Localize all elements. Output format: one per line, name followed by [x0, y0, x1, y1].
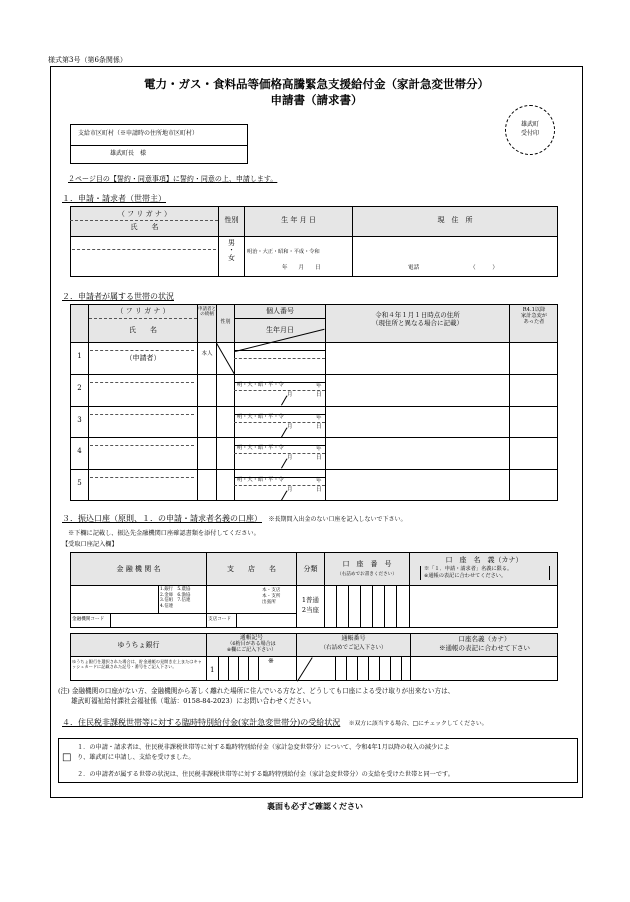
hh-name-label: 氏 名 [129, 326, 157, 334]
hh-era[interactable]: 明・大・昭・平・令 [237, 413, 284, 420]
account-digit-divider [384, 585, 385, 628]
hh-day: 日 [316, 455, 322, 462]
hh-month: 月 [287, 423, 293, 430]
account-digit-divider [360, 585, 361, 628]
type-label: 分類 [303, 565, 318, 573]
section3-note2: ※下欄に記載し、振込先金融機関口座確認書類を添付してください。 [68, 530, 260, 537]
hh-day: 日 [316, 423, 322, 430]
section1-heading: １．申請・請求者（世帯主） [62, 194, 166, 203]
bank-code-label: 金融機関コード [72, 617, 105, 622]
reception-stamp [505, 105, 555, 155]
name-label: 氏 名 [130, 223, 159, 231]
hh-row1-relation: 本人 [201, 351, 213, 357]
yucho-holder-label: 口座名義（カナ） [458, 635, 511, 643]
account-no-note: （右詰めでお書きください） [337, 572, 397, 577]
hh-year: 年 [316, 414, 322, 421]
hh-row-number: 3 [77, 415, 82, 424]
branch-types[interactable]: 本・支店 本・支所 出張所 [262, 588, 281, 605]
hh-address-label: 令和４年１月１日時点の住所 （現住所と異なる場合に記載） [372, 311, 463, 328]
furigana-label: （ フ リ ガ ナ ） [117, 210, 172, 218]
section4-heading-wrap [62, 718, 487, 728]
hh-row1-name: （申請者） [125, 354, 161, 362]
hh-era[interactable]: 明・大・昭・平・令 [237, 381, 284, 388]
hh-mynumber-label: 個人番号 [266, 307, 294, 315]
account-digit-divider [348, 585, 349, 628]
hh-month: 月 [287, 455, 293, 462]
branch-label: 支 店 名 [227, 565, 276, 573]
footer-note: 裏面も必ずご確認ください [267, 801, 363, 811]
hh-era[interactable]: 明・大・昭・平・令 [237, 445, 284, 452]
account-digit-divider [396, 585, 397, 628]
hh-month: 月 [287, 391, 293, 398]
kigo-asterisk: ※ [268, 657, 274, 665]
yucho-holder-note: ※通帳の表記に合わせて下さい [439, 644, 530, 652]
sex-label: 性別 [224, 216, 239, 224]
form-number: 様式第3号（第6条関係） [48, 56, 127, 64]
type-options[interactable]: 1普通 2当座 [301, 596, 320, 614]
section4-checkbox[interactable]: □ [62, 752, 72, 763]
yucho-label: ゆうちょ銀行 [117, 641, 160, 649]
hh-row-number: 4 [77, 447, 82, 456]
phone-paren: （ ） [470, 265, 498, 271]
footnote: (注) 金融機関の口座がない方、金融機関から著しく離れた場所に住んでいる方など、どうしても口座による受け取りが出来ない方は、 雄武町福祉給付課社会福祉係（電話：0158-84-2023）にお問い合わせください。 [58, 687, 455, 706]
yucho-note: ゆうちょ銀行を選択された場合は、貯金通帳の見開き左上またはキャッシュカードに記載された記号・番号をご記入下さい。 [72, 659, 202, 670]
kigo-prefix: 1 [210, 666, 215, 674]
holder-label: 口 座 名 義（カナ） [445, 556, 523, 564]
address-label: 現 住 所 [437, 216, 473, 224]
account-digit-divider [372, 585, 373, 628]
hh-year: 年 [316, 382, 322, 389]
hh-dob-label: 生年月日 [266, 326, 294, 334]
holder-note: ※「１．申請・請求者」名義に限る。 ※通帳の表記に合わせてください。 [420, 566, 550, 580]
dob-label: 生 年 月 日 [281, 216, 316, 224]
receive-label: 【受取口座記入欄】 [62, 541, 118, 548]
hh-r41-label: R4.1以降 家計急変が あった者 [521, 307, 547, 326]
phone-label: 電話 [408, 265, 420, 271]
stamp-line2: 受付印 [520, 130, 539, 137]
section4-heading: ４．住民税非課税世帯等に対する臨時特別給付金(家計急変世帯分)の受給状況 [62, 718, 341, 727]
hh-year: 年 [316, 446, 322, 453]
hh-furigana-label: （ フ リ ガ ナ ） [116, 307, 170, 315]
account-digit-divider [336, 585, 337, 628]
hh-row-number: 2 [77, 383, 82, 392]
section3-heading: ３．振込口座（原則、１．の申請・請求者名義の口座） [62, 514, 262, 523]
era-options[interactable]: 明治・大正・昭和・平成・令和 [247, 249, 320, 255]
branch-code-label: 支店コード [208, 617, 231, 622]
section2-heading: ２．申請者が属する世帯の状況 [62, 292, 174, 301]
section4-heading-note: ※双方に該当する場合、□にチェックしてください。 [348, 721, 488, 727]
bank-types[interactable]: 1.銀行 5.農協 2.金庫 6.漁協 3.信組 7.信連 4.信連 [160, 587, 191, 609]
hh-year: 年 [316, 478, 322, 485]
hh-sex-label: 性別 [220, 319, 231, 325]
sex-options[interactable]: 男 ・ 女 [228, 239, 235, 262]
tsucho-bango-note: （右詰めでご記入下さい） [320, 645, 387, 651]
bank-name-label: 金 融 機 関 名 [116, 565, 161, 573]
dob-ymd: 年 月 日 [282, 265, 321, 271]
municipality-label: 支給市区町村（※申請時の住所地市区町村） [78, 130, 199, 137]
hh-day: 日 [316, 487, 322, 494]
form-subtitle: 申請書（請求書） [270, 93, 363, 107]
hh-row-number: 5 [77, 479, 82, 488]
municipality-value: 雄武町長 様 [110, 150, 147, 157]
hh-era[interactable]: 明・大・昭・平・令 [237, 477, 284, 484]
section4-item1: １．の申請・請求者は、住民税非課税世帯等に対する臨時特別給付金（家計急変世帯分）について、令和4年1月以降の収入の減少によ り、雄武町に申請し、支給を受けました。 [77, 744, 450, 761]
section4-item2: ２．の申請者が属する世帯の状況は、住民税非課税世帯等に対する臨時特別給付金（家計急変世帯分）の支給を受けた世帯と同一です。 [77, 771, 454, 778]
tsucho-kigo-note: （6桁目がある場合は ※欄にご記入下さい） [226, 641, 277, 653]
tsucho-kigo-label: 通帳記号 [239, 635, 264, 641]
form-title: 電力・ガス・食料品等価格高騰緊急支援給付金（家計急変世帯分） [144, 77, 489, 91]
hh-month: 月 [287, 487, 293, 494]
tsucho-bango-label: 通帳番号 [341, 635, 366, 642]
hh-relation-label: 申請者との続柄 [198, 307, 216, 318]
intro-text: ２ページ目の【誓約・同意事項】に誓約・同意の上、申請します。 [68, 175, 278, 183]
section3-heading-note: ※長期間入出金のない口座を記入しないで下さい。 [268, 516, 407, 523]
account-no-label: 口 座 番 号 [342, 560, 392, 568]
section3-heading-wrap [62, 514, 407, 524]
hh-day: 日 [316, 391, 322, 398]
stamp-line1: 雄武町 [520, 121, 539, 129]
hh-row-number: 1 [77, 352, 82, 360]
